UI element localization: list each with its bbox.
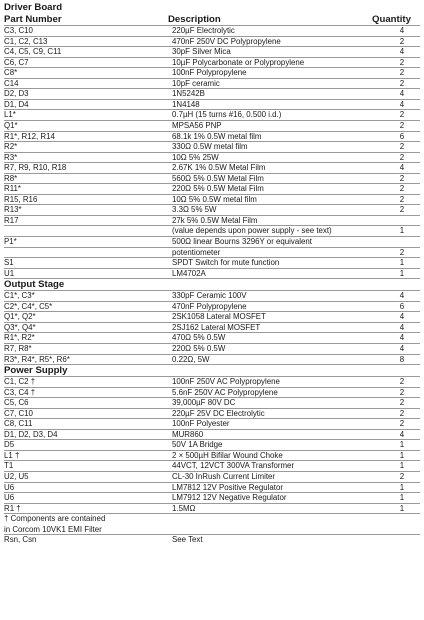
description-cell: 3.3Ω 5% 5W [172, 205, 217, 215]
quantity-cell: 4 [399, 333, 405, 343]
part-number-cell: R13* [4, 205, 22, 215]
description-cell: 470nF Polypropylene [172, 301, 247, 311]
quantity-cell: 2 [399, 387, 405, 397]
quantity-cell: 2 [399, 184, 405, 194]
quantity-cell: 4 [399, 47, 405, 57]
part-number-cell: C2*, C4*, C5* [4, 301, 53, 311]
description-cell: 2.67K 1% 0.5W Metal Film [172, 163, 266, 173]
part-number-cell: U1 [4, 268, 15, 278]
part-number-cell: C5, C6 [4, 398, 29, 408]
quantity-cell: 2 [399, 110, 405, 120]
column-header-part: Part Number [4, 14, 62, 25]
part-number-cell: C1, C2, C13 [4, 36, 48, 46]
quantity-cell: 1 [399, 503, 405, 513]
quantity-cell: 2 [399, 408, 405, 418]
quantity-cell: 4 [399, 429, 405, 439]
part-number-cell: D1, D2, D3, D4 [4, 429, 58, 439]
part-number-cell: Q1* [4, 120, 18, 130]
part-number-cell: C8* [4, 68, 18, 78]
quantity-cell: 4 [399, 343, 405, 353]
quantity-cell: 8 [399, 354, 405, 364]
quantity-cell: 1 [399, 482, 405, 492]
quantity-cell: 2 [399, 120, 405, 130]
row-divider [4, 534, 420, 535]
part-number-cell: C6, C7 [4, 57, 29, 67]
part-number-cell: R1 † [4, 503, 21, 513]
description-cell: (value depends upon power supply - see text) [172, 226, 332, 236]
quantity-cell: 2 [399, 377, 405, 387]
part-number-cell: D1, D4 [4, 99, 29, 109]
quantity-cell: 2 [399, 205, 405, 215]
part-number-cell: R2* [4, 142, 18, 152]
description-cell: 470Ω 5% 0.5W [172, 333, 226, 343]
part-number-cell: Q3*, Q4* [4, 322, 36, 332]
part-number-cell: C14 [4, 78, 19, 88]
part-number-cell: D2, D3 [4, 89, 29, 99]
part-number-cell: R1*, R12, R14 [4, 131, 55, 141]
quantity-cell: 2 [399, 68, 405, 78]
quantity-cell: 2 [399, 419, 405, 429]
row-divider [4, 268, 420, 269]
part-number-cell: L1 † [4, 450, 20, 460]
quantity-cell: 1 [399, 461, 405, 471]
part-number-cell: C3, C4 † [4, 387, 36, 397]
description-cell: potentiometer [172, 247, 221, 257]
part-number-cell: L1* [4, 110, 16, 120]
description-cell: 39,000µF 80V DC [172, 398, 236, 408]
quantity-cell: 4 [399, 312, 405, 322]
description-cell: SPDT Switch for mute function [172, 258, 280, 268]
part-number-cell: R7, R8* [4, 343, 32, 353]
quantity-cell: 1 [399, 226, 405, 236]
quantity-cell: 1 [399, 493, 405, 503]
description-cell: 44VCT, 12VCT 300VA Transformer [172, 461, 295, 471]
quantity-cell: 2 [399, 173, 405, 183]
quantity-cell: 4 [399, 99, 405, 109]
quantity-cell: 4 [399, 89, 405, 99]
part-number-cell: Q1*, Q2* [4, 312, 36, 322]
part-number-cell: S1 [4, 258, 14, 268]
description-cell: LM7812 12V Positive Regulator [172, 482, 283, 492]
part-number-cell: D5 [4, 440, 15, 450]
description-cell: 330pF Ceramic 100V [172, 291, 247, 301]
description-cell: 68.1k 1% 0.5W metal film [172, 131, 262, 141]
description-cell: 1N4148 [172, 99, 200, 109]
description-cell: 220µF 25V DC Electrolytic [172, 408, 265, 418]
quantity-cell: 1 [399, 268, 405, 278]
quantity-cell: 6 [399, 301, 405, 311]
row-divider [4, 278, 420, 279]
quantity-cell: 2 [399, 152, 405, 162]
description-cell: 10µF Polycarbonate or Polypropylene [172, 57, 305, 67]
part-number-cell: U2, U5 [4, 472, 29, 481]
row-divider [4, 503, 420, 504]
part-number-cell: C8, C11 [4, 419, 33, 429]
part-number-cell: R3*, R4*, R5*, R6* [4, 354, 70, 364]
description-cell: 100nF 250V AC Polypropylene [172, 377, 280, 387]
description-cell: 30pF Silver Mica [172, 47, 231, 57]
quantity-cell: 1 [399, 450, 405, 460]
description-cell: 0.22Ω, 5W [172, 354, 210, 364]
column-header-description: Description [168, 14, 221, 25]
part-number-cell: U6 [4, 493, 15, 503]
description-cell: 5.6nF 250V AC Polypropylene [172, 387, 278, 397]
description-cell: 50V 1A Bridge [172, 440, 223, 450]
part-number-cell: R3* [4, 152, 18, 162]
quantity-cell: 4 [399, 291, 405, 301]
quantity-cell: 2 [399, 142, 405, 152]
part-number-cell: U6 [4, 482, 15, 492]
description-cell: 1.5MΩ [172, 503, 196, 513]
quantity-cell: 4 [399, 163, 405, 173]
footnote: † Components are contained [4, 514, 106, 524]
quantity-cell: 2 [399, 247, 405, 257]
description-cell: 500Ω linear Bourns 3296Y or equivalent [172, 237, 312, 246]
description-cell: CL-30 InRush Current Limiter [172, 472, 276, 481]
quantity-cell: 6 [399, 131, 405, 141]
description-cell: MUR860 [172, 429, 204, 439]
description-cell: LM4702A [172, 268, 206, 278]
description-cell: 0.7µH (15 turns #16, 0.500 i.d.) [172, 110, 282, 120]
description-cell: 10pF ceramic [172, 78, 220, 88]
description-cell: 560Ω 5% 0.5W Metal Film [172, 173, 264, 183]
description-cell: LM7912 12V Negative Regulator [172, 493, 287, 503]
description-cell: 220Ω 5% 0.5W [172, 343, 226, 353]
part-number-cell: T1 [4, 461, 14, 471]
description-cell: 1N5242B [172, 89, 205, 99]
description-cell: 220µF Electrolytic [172, 26, 235, 35]
quantity-cell: 2 [399, 57, 405, 67]
part-number-cell: R8* [4, 173, 18, 183]
description-cell: 2 × 500µH Bifilar Wound Choke [172, 450, 283, 460]
section-heading: Output Stage [4, 279, 65, 291]
document-title: Driver Board [4, 2, 63, 13]
quantity-cell: 2 [399, 36, 405, 46]
description-cell: 100nF Polypropylene [172, 68, 247, 78]
quantity-cell: 2 [399, 472, 405, 481]
quantity-cell: 2 [399, 194, 405, 204]
quantity-cell: 1 [399, 258, 405, 268]
part-number-cell: R15, R16 [4, 194, 38, 204]
description-cell: 2SK1058 Lateral MOSFET [172, 312, 266, 322]
part-number-cell: C1, C2 † [4, 377, 36, 387]
part-number-cell: R17 [4, 215, 19, 225]
description-cell: See Text [172, 535, 203, 545]
part-number-cell: R1*, R2* [4, 333, 35, 343]
column-header-quantity: Quantity [372, 14, 411, 25]
description-cell: 100nF Polyester [172, 419, 230, 429]
description-cell: 220Ω 5% 0.5W Metal Film [172, 184, 264, 194]
part-number-cell: C1*, C3* [4, 291, 35, 301]
description-cell: 10Ω 5% 0.5W metal film [172, 194, 257, 204]
row-divider [4, 88, 420, 89]
footnote: in Corcom 10VK1 EMI Filter [4, 524, 102, 534]
quantity-cell: 1 [399, 440, 405, 450]
description-cell: 10Ω 5% 25W [172, 152, 219, 162]
row-divider [4, 99, 420, 100]
section-heading: Power Supply [4, 365, 68, 377]
quantity-cell: 4 [399, 26, 405, 35]
part-number-cell: C3, C10 [4, 26, 33, 35]
description-cell: 2SJ162 Lateral MOSFET [172, 322, 261, 332]
quantity-cell: 2 [399, 398, 405, 408]
part-number-cell: R7, R9, R10, R18 [4, 163, 67, 173]
part-number-cell: Rsn, Csn [4, 535, 37, 545]
description-cell: MPSA56 PNP [172, 120, 222, 130]
description-cell: 470nF 250V DC Polypropylene [172, 36, 281, 46]
part-number-cell: C4, C5, C9, C11 [4, 47, 62, 57]
part-number-cell: P1* [4, 237, 17, 246]
part-number-cell: R11* [4, 184, 21, 194]
description-cell: 27k 5% 0.5W Metal Film [172, 215, 258, 225]
row-divider [4, 429, 420, 430]
quantity-cell: 2 [399, 78, 405, 88]
part-number-cell: C7, C10 [4, 408, 33, 418]
quantity-cell: 4 [399, 322, 405, 332]
description-cell: 330Ω 0.5W metal film [172, 142, 248, 152]
